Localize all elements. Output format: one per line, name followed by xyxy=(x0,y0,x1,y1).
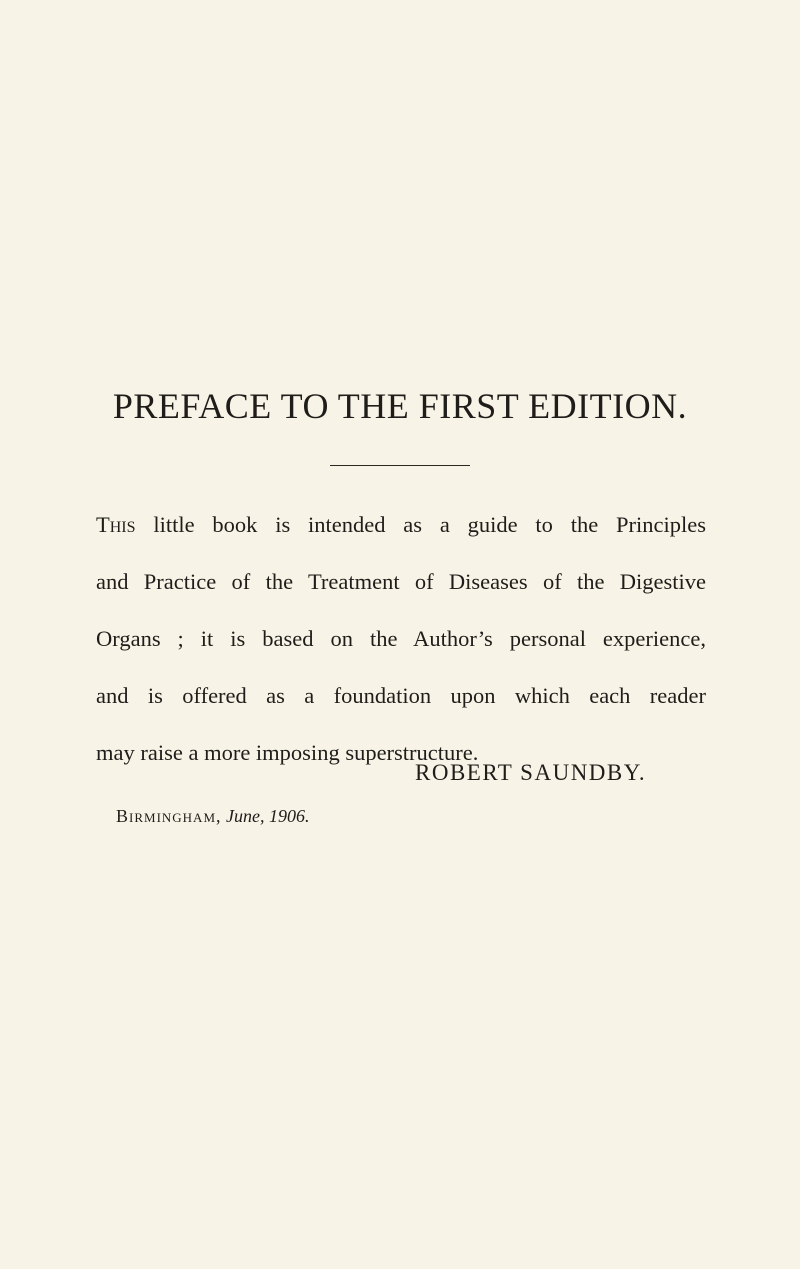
paragraph-line: Organs ; it is based on the Author’s personal experience, xyxy=(96,626,706,651)
page-title: PREFACE TO THE FIRST EDITION. xyxy=(112,386,688,426)
preface-paragraph xyxy=(96,496,706,781)
preface-date: June, 1906. xyxy=(226,806,310,826)
author-signature: ROBERT SAUNDBY. xyxy=(415,760,647,785)
paragraph-line-text: little book is intended as a guide to the Principles xyxy=(135,512,706,537)
place-and-date xyxy=(116,803,310,829)
paragraph-first-word: This xyxy=(96,512,136,537)
paragraph-line xyxy=(96,496,706,553)
place-name: Birmingham, xyxy=(116,806,222,826)
paragraph-line: and is offered as a foundation upon which each reader xyxy=(96,683,706,708)
paragraph-line: and Practice of the Treatment of Diseases of the Digestive xyxy=(96,569,706,594)
paragraph-line: may raise a more imposing superstructure. xyxy=(96,740,479,765)
title-divider xyxy=(330,465,470,466)
